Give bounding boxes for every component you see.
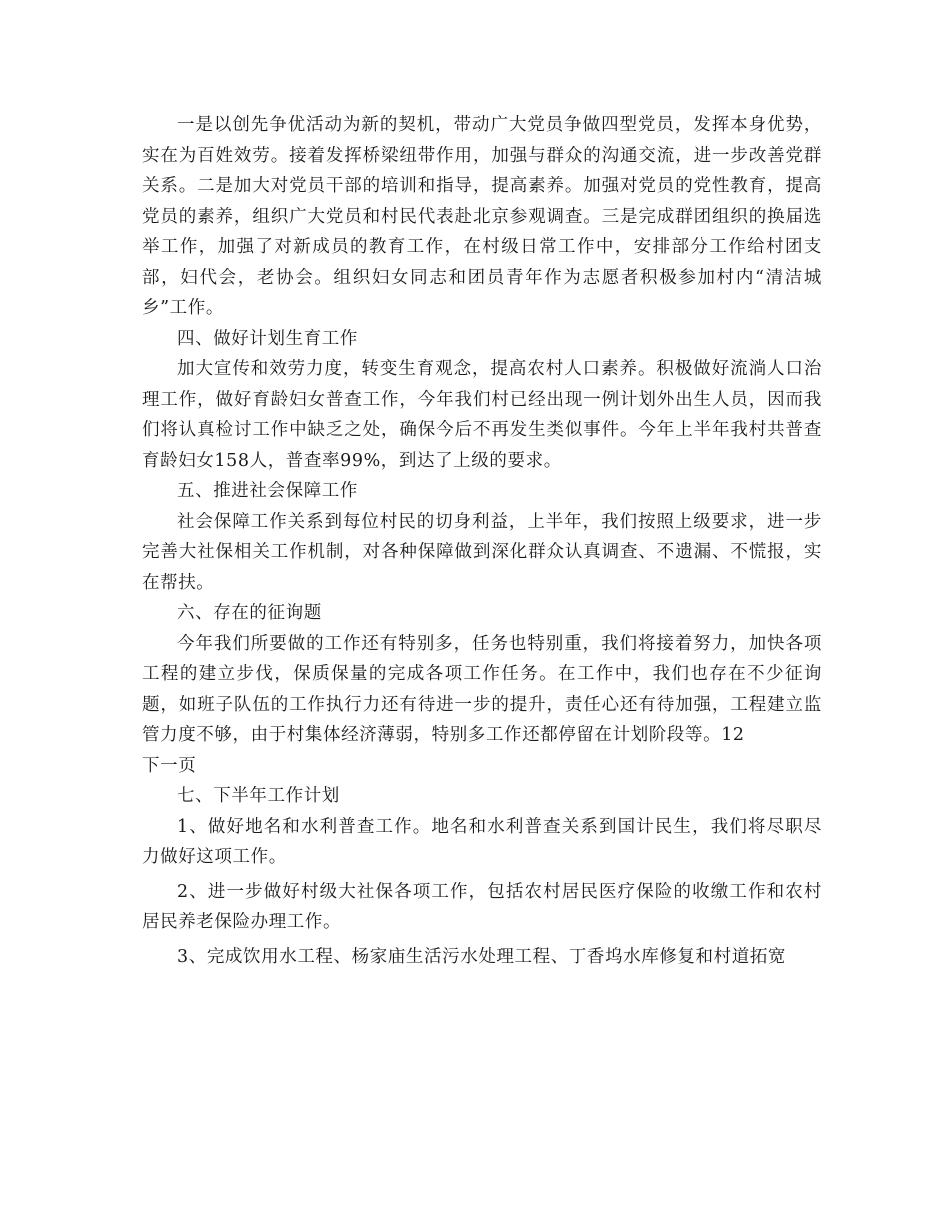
- paragraph-problems: 今年我们所要做的工作还有特别多，任务也特别重，我们将接着努力，加快各项工程的建立步伐，保质保量的完成各项工作任务。在工作中，我们也存在不少征询题，如班子队伍的工作执行力还有待进一步的提升，责任心还有待加强，工程建立监管力度不够，由于村集体经济薄弱，特别多工作还都停留在计划阶段等。12: [142, 633, 822, 745]
- plan-item-1: 1、做好地名和水利普查工作。地名和水利普查关系到国计民生，我们将尽职尽力做好这项工作。: [142, 816, 822, 867]
- heading-family-planning: 四、做好计划生育工作: [177, 328, 358, 349]
- paragraph-social-security: 社会保障工作关系到每位村民的切身利益，上半年，我们按照上级要求，进一步完善大社保相关工作机制，对各种保障做到深化群众认真调查、不遗漏、不慌报，实在帮扶。: [142, 511, 822, 593]
- paragraph-party-work: 一是以创先争优活动为新的契机，带动广大党员争做四型党员，发挥本身优势，实在为百姓效劳。接着发挥桥梁纽带作用，加强与群众的沟通交流，进一步改善党群关系。二是加大对党员干部的培训和指导，提高素养。加强对党员的党性教育，提高党员的素养，组织广大党员和村民代表赴北京参观调查。三是完成群团组织的换届选举工作，加强了对新成员的教育工作，在村级日常工作中，安排部分工作给村团支部，妇代会，老协会。组织妇女同志和团员青年作为志愿者积极参加村内“清洁城乡”工作。: [142, 115, 822, 318]
- plan-item-2: 2、进一步做好村级大社保各项工作，包括农村居民医疗保险的收缴工作和农村居民养老保险办理工作。: [142, 881, 822, 932]
- document-page: [142, 110, 822, 976]
- heading-social-security: 五、推进社会保障工作: [177, 481, 358, 501]
- heading-problems: 六、存在的征询题: [177, 603, 322, 623]
- next-page-link[interactable]: 下一页: [142, 755, 197, 776]
- plan-item-3: 3、完成饮用水工程、杨家庙生活污水处理工程、丁香坞水库修复和村道拓宽: [177, 946, 787, 967]
- heading-second-half-plan: 七、下半年工作计划: [177, 786, 340, 806]
- paragraph-family-planning: 加大宣传和效劳力度，转变生育观念，提高农村人口素养。积极做好流淌人口治理工作，做好育龄妇女普查工作，今年我们村已经出现一例计划外出生人员，因而我们将认真检讨工作中缺乏之处，确保今后不再发生类似事件。今年上半年我村共普查育龄妇女158人，普查率99%，到达了上级的要求。: [142, 359, 822, 471]
